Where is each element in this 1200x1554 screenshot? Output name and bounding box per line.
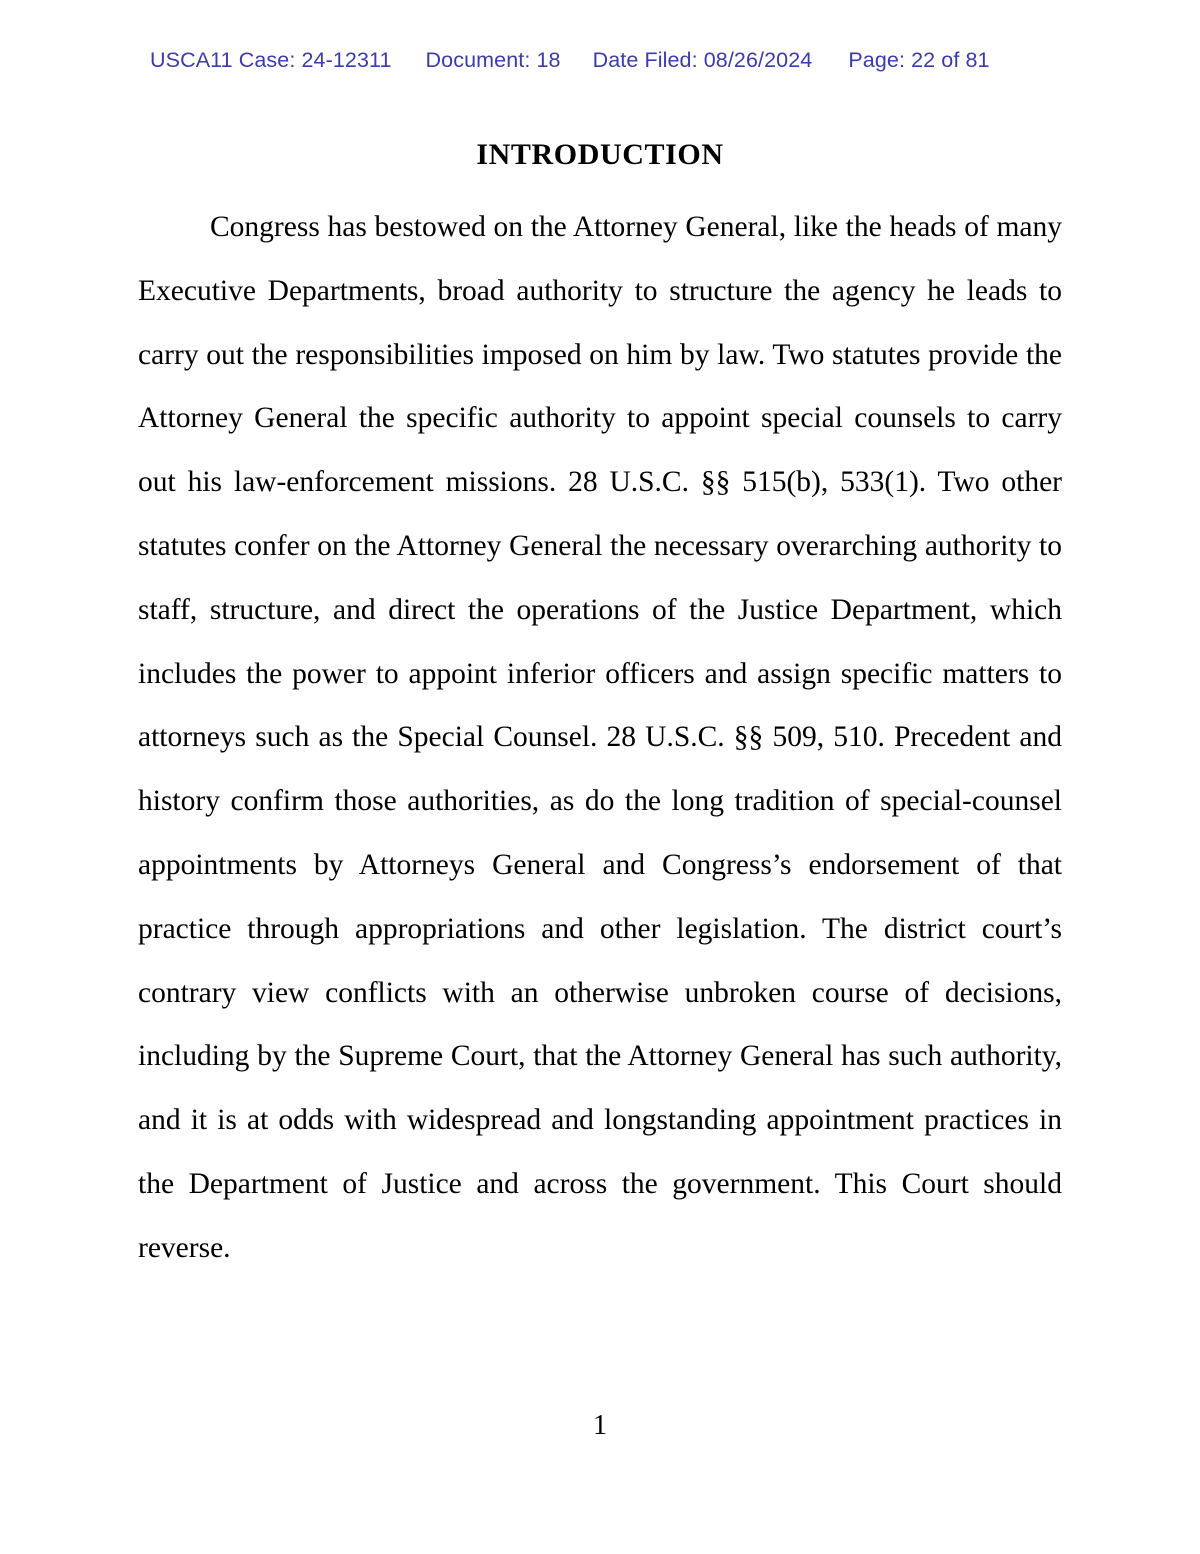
page-number-footer: 1 [593, 1410, 607, 1441]
ecf-date-filed: Date Filed: 08/26/2024 [592, 48, 813, 72]
ecf-page-indicator: Page: 22 of 81 [848, 48, 990, 72]
ecf-case-number: USCA11 Case: 24-12311 [150, 48, 392, 72]
section-heading-introduction: INTRODUCTION [476, 138, 724, 171]
ecf-document-number: Document: 18 [425, 48, 561, 72]
introduction-paragraph: Congress has bestowed on the Attorney General, like the heads of many Executive Departments, broad authority to structure the agency he leads to carry out the responsibilities imposed on him by law. Two statutes provide the Attorney General the specific authority to appoint special counsels to carry out his law-enforcement missions. 28 U.S.C. §§ 515(b), 533(1). Two other statutes confer on the Attorney General the necessary overarching authority to staff, structure, and direct the operations of the Justice Department, which includes the power to appoint inferior officers and assign specific matters to attorneys such as the Special Counsel. 28 U.S.C. §§ 509, 510. Precedent and history confirm those authorities, as do the long tradition of special-counsel appointments by Attorneys General and Congress’s endorsement of that practice through appropriations and other legislation. The district court’s contrary view conflicts with an otherwise unbroken course of decisions, including by the Supreme Court, that the Attorney General has such authority, and it is at odds with widespread and longstanding appointment practices in the Department of Justice and across the government. This Court should reverse. [138, 211, 1062, 1264]
ecf-filing-header [150, 48, 1070, 80]
